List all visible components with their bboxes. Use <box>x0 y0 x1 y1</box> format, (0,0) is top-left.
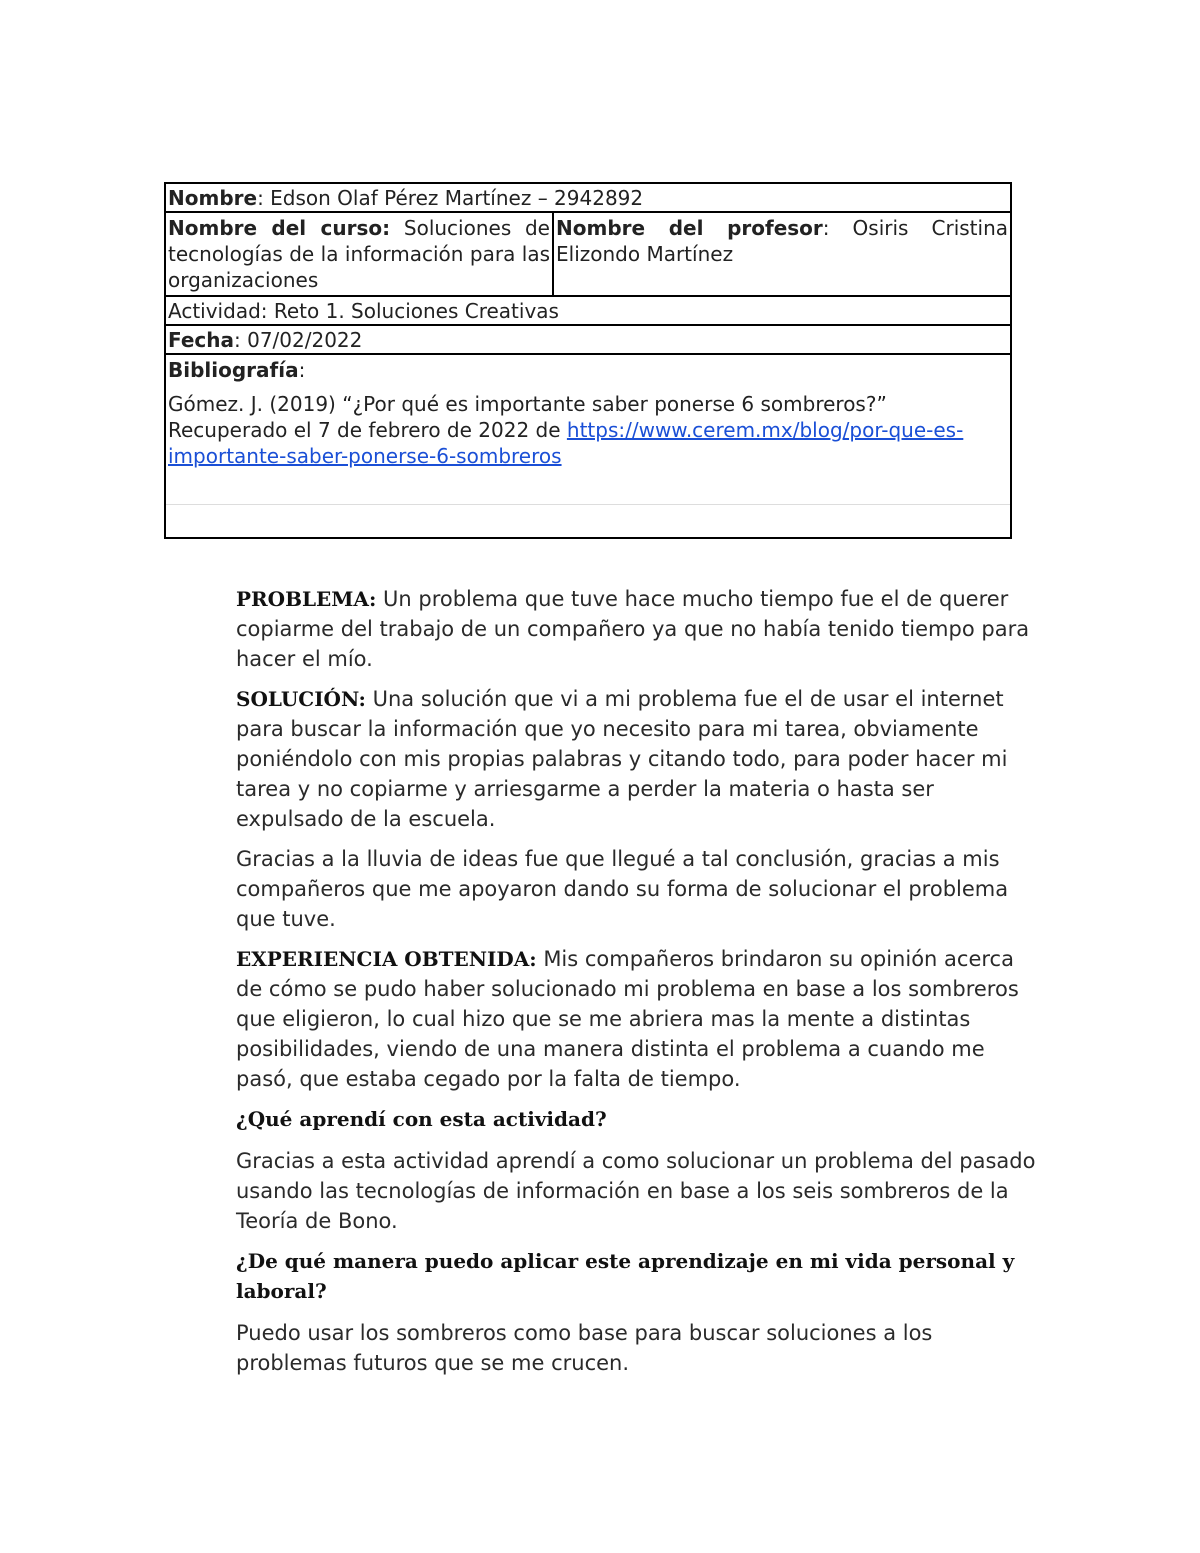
curso-cell <box>166 213 554 295</box>
problema-paragraph <box>236 584 1036 674</box>
answer-1: Gracias a esta actividad aprendí a como solucionar un problema del pasado usando las tecnologías de información en base a los seis sombreros de la Teoría de Bono. <box>236 1149 1036 1233</box>
row-actividad <box>166 297 1010 326</box>
nombre-value: : Edson Olaf Pérez Martínez – 2942892 <box>257 186 644 210</box>
row-curso-profesor <box>166 213 1010 297</box>
experiencia-text: Mis compañeros brindaron su opinión acerca de cómo se pudo haber solucionado mi problema en base a los sombreros que eligieron, lo cual hizo que se me abriera mas la mente a distintas posibilidades, viendo de una manera distinta el problema a cuando me pasó, que estaba cegado por la falta de tiempo. <box>236 947 1019 1091</box>
document-body <box>236 584 1036 1388</box>
info-table <box>164 182 1012 539</box>
problema-label: PROBLEMA: <box>236 587 377 611</box>
gracias-paragraph: Gracias a la lluvia de ideas fue que llegué a tal conclusión, gracias a mis compañeros que me apoyaron dando su forma de solucionar el problema que tuve. <box>236 847 1009 931</box>
row-empty <box>166 505 1010 537</box>
curso-value: Soluciones de tecnologías de la información para las organizaciones <box>168 216 550 292</box>
bibliografia-colon: : <box>298 358 306 382</box>
question-2: ¿De qué manera puedo aplicar este aprendizaje en mi vida personal y laboral? <box>236 1249 1015 1303</box>
experiencia-label: EXPERIENCIA OBTENIDA: <box>236 947 537 971</box>
fecha-label: Fecha <box>168 328 235 352</box>
bibliografia-link[interactable]: https://www.cerem.mx/blog/por-que-es-importante-saber-ponerse-6-sombreros <box>168 418 964 468</box>
solucion-paragraph <box>236 684 1036 834</box>
bibliografia-entry <box>168 391 1008 469</box>
answer-2: Puedo usar los sombreros como base para buscar soluciones a los problemas futuros que se me crucen. <box>236 1321 933 1375</box>
fecha-value: : 07/02/2022 <box>234 328 363 352</box>
row-bibliografia <box>166 355 1010 505</box>
bibliografia-text: Gómez. J. (2019) “¿Por qué es importante saber ponerse 6 sombreros?” Recuperado el 7 de febrero de 2022 de <box>168 392 887 442</box>
experiencia-paragraph <box>236 944 1036 1094</box>
actividad-text: Actividad: Reto 1. Soluciones Creativas <box>168 299 559 323</box>
nombre-label: Nombre <box>168 186 258 210</box>
row-fecha <box>166 326 1010 355</box>
row-nombre <box>166 184 1010 213</box>
solucion-label: SOLUCIÓN: <box>236 687 366 711</box>
curso-label: Nombre del curso: <box>168 216 391 240</box>
bibliografia-label: Bibliografía <box>168 358 299 382</box>
solucion-text: Una solución que vi a mi problema fue el de usar el internet para buscar la información que yo necesito para mi tarea, obviamente poniéndolo con mis propias palabras y citando todo, para poder hacer mi tarea y no copiarme y arriesgarme a perder la materia o hasta ser expulsado de la escuela. <box>236 687 1008 831</box>
profesor-cell <box>554 213 1010 295</box>
problema-text: Un problema que tuve hace mucho tiempo fue el de querer copiarme del trabajo de un compañero ya que no había tenido tiempo para hacer el mío. <box>236 587 1030 671</box>
profesor-label: Nombre del profesor <box>556 216 823 240</box>
profesor-value: : Osiris Cristina Elizondo Martínez <box>556 216 1008 266</box>
question-1: ¿Qué aprendí con esta actividad? <box>236 1107 607 1131</box>
